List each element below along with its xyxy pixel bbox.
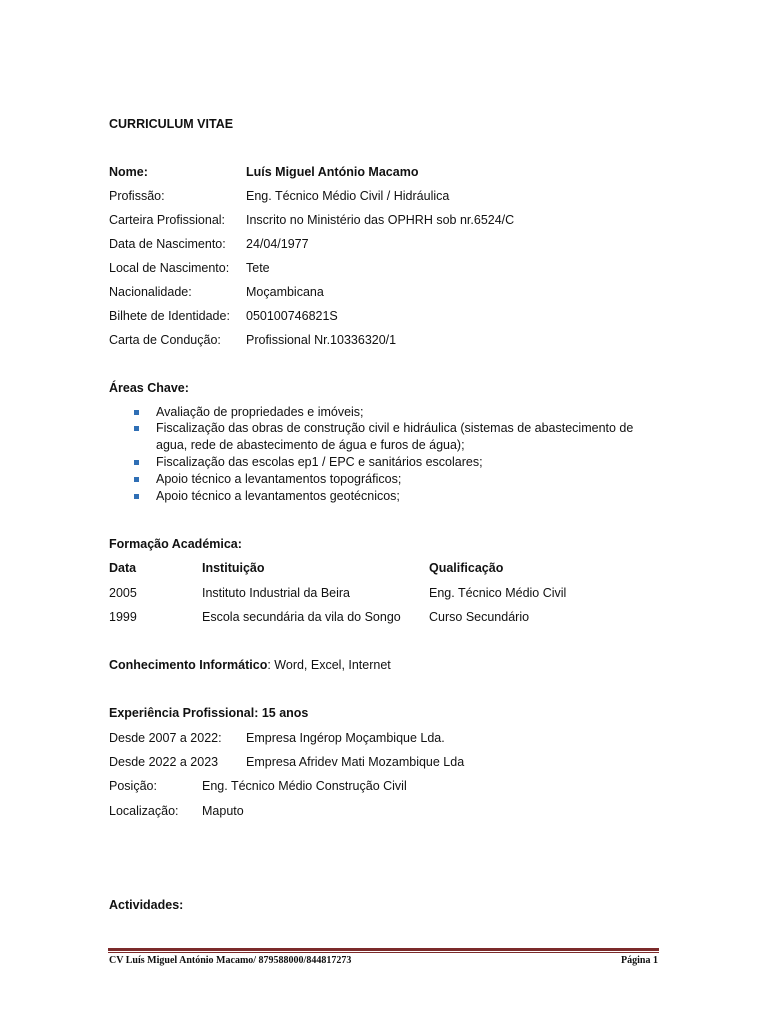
cell-instituicao: Instituto Industrial da Beira: [202, 586, 350, 600]
cell-qualificacao: Curso Secundário: [429, 610, 530, 624]
list-item-text-continued: agua, rede de abastecimento de água e furos de água);: [156, 438, 465, 452]
cell-data: 1999: [109, 610, 137, 624]
square-bullet-icon: [134, 410, 139, 415]
localizacao-label: Localização:: [109, 804, 179, 818]
bilhete-value: 050100746821S: [246, 309, 338, 323]
square-bullet-icon: [134, 477, 139, 482]
page-number: Página 1: [621, 955, 658, 966]
document-title: CURRICULUM VITAE: [109, 117, 234, 131]
footer-text: CV Luís Miguel António Macamo/ 879588000/844817273: [109, 955, 352, 966]
square-bullet-icon: [134, 426, 139, 431]
nascimento-label: Data de Nascimento:: [109, 237, 226, 251]
profissao-value: Eng. Técnico Médio Civil / Hidráulica: [246, 189, 450, 203]
column-header-qualificacao: Qualificação: [429, 561, 504, 575]
posicao-label: Posição:: [109, 779, 157, 793]
nome-value: Luís Miguel António Macamo: [246, 165, 419, 179]
period-1: Desde 2007 a 2022:: [109, 731, 222, 745]
footer-rule: [108, 948, 659, 951]
company-2: Empresa Afridev Mati Mozambique Lda: [246, 755, 465, 769]
actividades-heading: Actividades:: [109, 898, 184, 912]
square-bullet-icon: [134, 460, 139, 465]
cell-qualificacao: Eng. Técnico Médio Civil: [429, 586, 567, 600]
company-1: Empresa Ingérop Moçambique Lda.: [246, 731, 445, 745]
carta-label: Carta de Condução:: [109, 333, 221, 347]
informatica-value: : Word, Excel, Internet: [267, 658, 391, 672]
list-item-text: Fiscalização das escolas ep1 / EPC e sanitários escolares;: [156, 455, 483, 469]
informatica-line: [109, 658, 391, 672]
square-bullet-icon: [134, 494, 139, 499]
period-2: Desde 2022 a 2023: [109, 755, 219, 769]
formacao-heading: Formação Académica:: [109, 537, 242, 551]
experiencia-heading: Experiência Profissional: 15 anos: [109, 706, 309, 720]
localizacao-value: Maputo: [202, 804, 244, 818]
column-header-data: Data: [109, 561, 137, 575]
nacionalidade-label: Nacionalidade:: [109, 285, 192, 299]
carta-value: Profissional Nr.10336320/1: [246, 333, 397, 347]
profissao-label: Profissão:: [109, 189, 165, 203]
nacionalidade-value: Moçambicana: [246, 285, 324, 299]
cell-data: 2005: [109, 586, 137, 600]
list-item-text: Fiscalização das obras de construção civil e hidráulica (sistemas de abastecimento de: [156, 421, 634, 435]
local-value: Tete: [246, 261, 270, 275]
carteira-label: Carteira Profissional:: [109, 213, 226, 227]
cell-instituicao: Escola secundária da vila do Songo: [202, 610, 401, 624]
carteira-value: Inscrito no Ministério das OPHRH sob nr.6524/C: [246, 213, 515, 227]
footer-rule-thin: [108, 952, 659, 953]
list-item-text: Apoio técnico a levantamentos topográficos;: [156, 472, 402, 486]
column-header-instituicao: Instituição: [202, 561, 265, 575]
nascimento-value: 24/04/1977: [246, 237, 309, 251]
informatica-label: Conhecimento Informático: [109, 658, 268, 672]
bilhete-label: Bilhete de Identidade:: [109, 309, 230, 323]
list-item-text: Avaliação de propriedades e imóveis;: [156, 405, 364, 419]
nome-label: Nome:: [109, 165, 148, 179]
areas-heading: Áreas Chave:: [109, 381, 189, 395]
local-label: Local de Nascimento:: [109, 261, 230, 275]
posicao-value: Eng. Técnico Médio Construção Civil: [202, 779, 407, 793]
list-item-text: Apoio técnico a levantamentos geotécnicos;: [156, 489, 400, 503]
